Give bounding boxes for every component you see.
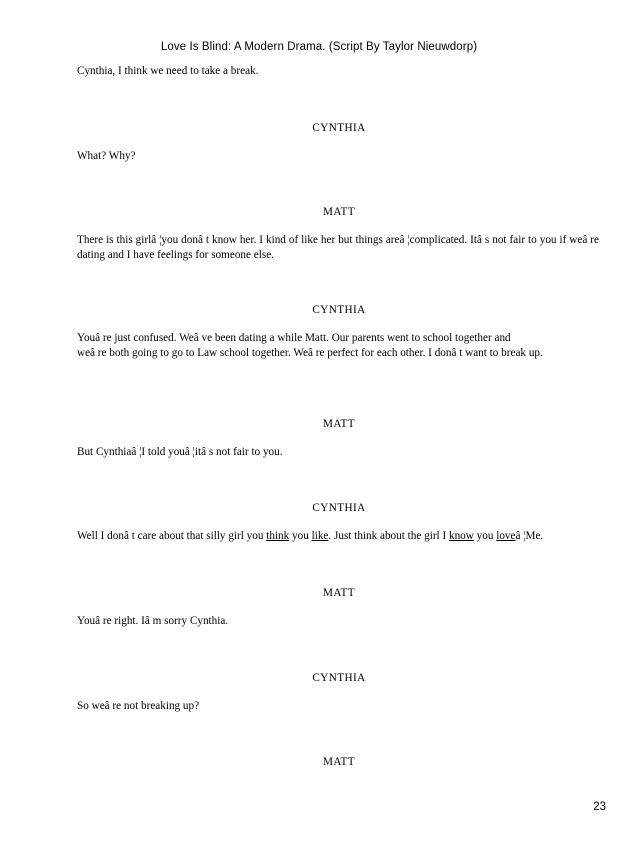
dialogue-line-5: But Cynthiaâ ¦I told youâ ¦itâ s not fair to you. [77,446,283,458]
underlined-word-know: know [448,530,474,542]
speaker-cue-8: MATT [322,756,356,768]
dialogue-line-4 [77,331,599,361]
speaker-cue-6: MATT [322,587,356,599]
dialogue-line-1: Cynthia, I think we need to take a break. [77,65,259,77]
page-header-title: Love Is Blind: A Modern Drama. (Script By Taylor Nieuwdorp) [160,41,478,53]
speaker-cue-1: CYNTHIA [312,122,366,134]
dialogue-line-4-row-2: weâ re both going to go to Law school together. Weâ re perfect for each other. I donâ t want to break up. [77,347,543,359]
dialogue-line-6 [77,529,599,544]
underlined-word-love: love [496,530,516,542]
line-6-text-2: you [289,530,312,542]
speaker-cue-3: CYNTHIA [312,304,366,316]
dialogue-line-4-row-1: Youâ re just confused. Weâ ve been dating a while Matt. Our parents went to school together and [77,332,511,344]
line-6-text-3: . Just think about the girl I [328,530,449,542]
line-6-text-1: Well I donâ t care about that silly girl you [77,530,267,542]
underlined-word-like: like [311,530,329,542]
speaker-cue-4: MATT [322,418,356,430]
speaker-cue-5: CYNTHIA [312,502,366,514]
dialogue-line-7: Youâ re right. Iâ m sorry Cynthia. [77,615,229,627]
underlined-word-think: think [266,530,290,542]
line-6-text-5: â ¦Me. [515,530,544,542]
page-number: 23 [593,801,606,813]
dialogue-line-8: So weâ re not breaking up? [77,700,200,712]
dialogue-line-2: What? Why? [77,150,136,162]
speaker-cue-7: CYNTHIA [312,672,366,684]
speaker-cue-2: MATT [322,206,356,218]
dialogue-line-3: There is this girlâ ¦you donâ t know her. I kind of like her but things areâ ¦complicated. Itâ s not fair to you if weâ re dating and I have feelings for someone else. [77,234,599,261]
line-6-text-4: you [473,530,497,542]
